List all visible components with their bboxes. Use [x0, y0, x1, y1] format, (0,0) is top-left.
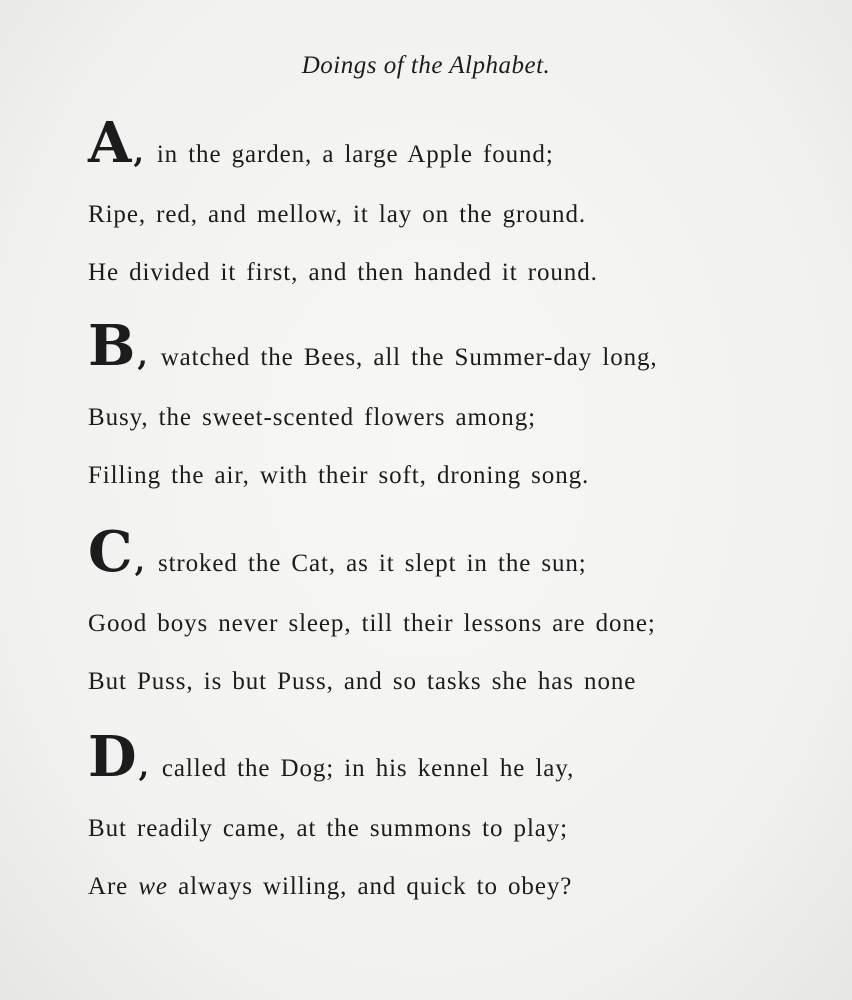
stanza-line-2: Busy, the sweet-scented flowers among;	[88, 404, 536, 431]
stanza-line-3: He divided it first, and then handed it round.	[88, 259, 598, 286]
drop-cap-comma: ,	[138, 749, 150, 784]
first-line-text: watched the Bees, all the Summer-day long,	[160, 344, 658, 371]
stanza-first-line	[88, 110, 554, 176]
drop-cap-comma: ,	[137, 338, 149, 373]
drop-cap-letter: A	[88, 110, 132, 176]
line-text-after: always willing, and quick to obey?	[178, 873, 573, 900]
drop-cap-letter: D	[88, 724, 137, 790]
stanza-line-3: But Puss, is but Puss, and so tasks she has none	[88, 668, 637, 695]
stanza-first-line	[88, 313, 658, 379]
stanza-first-line	[88, 519, 587, 585]
stanza-line-2: Good boys never sleep, till their lessons are done;	[88, 610, 656, 637]
page-title: Doings of the Alphabet.	[301, 52, 551, 79]
stanza-line-2: But readily came, at the summons to play;	[88, 815, 569, 842]
stanza-line-2: Ripe, red, and mellow, it lay on the ground.	[88, 201, 586, 228]
stanza-line-3: Filling the air, with their soft, droning song.	[88, 462, 590, 489]
emphasized-word: we	[138, 873, 168, 900]
line-text-before: Are	[88, 873, 129, 900]
first-line-text: in the garden, a large Apple found;	[156, 141, 554, 168]
first-line-text: called the Dog; in his kennel he lay,	[161, 755, 575, 782]
stanza-line-3	[88, 872, 572, 902]
drop-cap-comma: ,	[134, 544, 146, 579]
first-line-text: stroked the Cat, as it slept in the sun;	[157, 550, 587, 577]
stanza-first-line	[88, 724, 575, 790]
drop-cap-letter: B	[88, 313, 136, 379]
drop-cap-comma: ,	[133, 135, 145, 170]
drop-cap-letter: C	[88, 519, 133, 585]
